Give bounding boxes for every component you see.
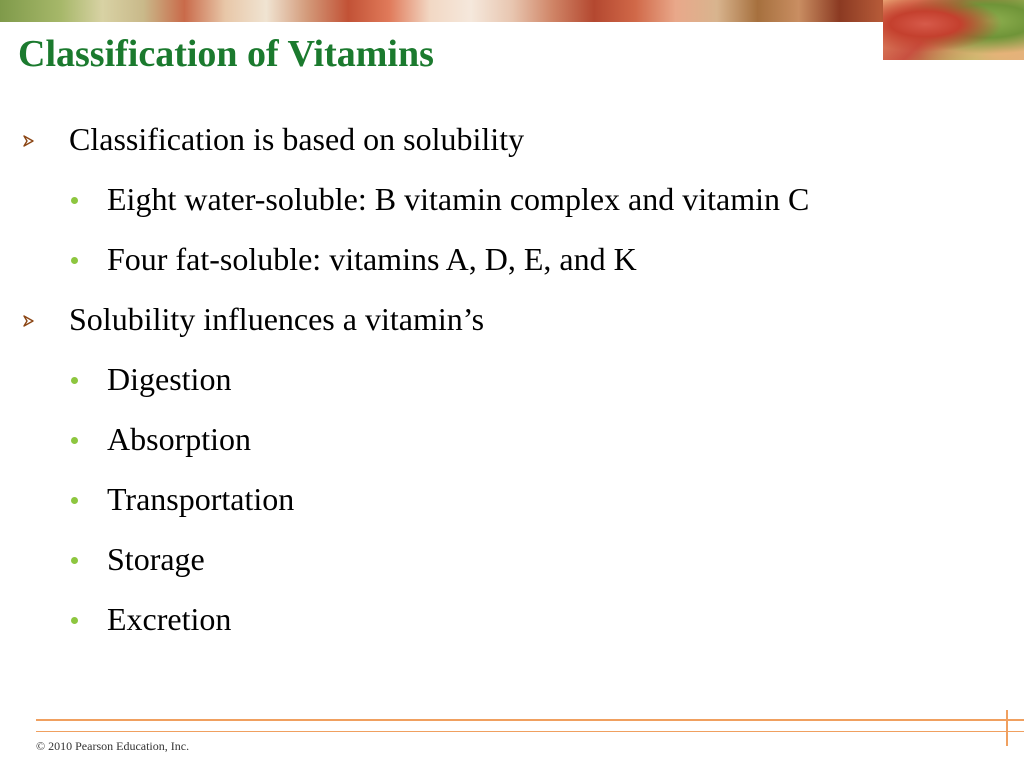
footer-divider — [36, 719, 1024, 721]
dot-bullet-icon — [71, 617, 78, 624]
bullet-level2: Digestion — [107, 361, 232, 397]
bullet-level2: Four fat-soluble: vitamins A, D, E, and K — [107, 241, 637, 277]
dot-bullet-icon — [71, 437, 78, 444]
copyright-text: © 2010 Pearson Education, Inc. — [36, 739, 190, 753]
bullet-level2: Eight water-soluble: B vitamin complex and vitamin C — [107, 181, 810, 217]
decorative-food-banner — [0, 0, 1024, 22]
bullet-level2: Transportation — [107, 481, 295, 517]
bullet-level1: Solubility influences a vitamin’s — [69, 301, 485, 337]
dot-bullet-icon — [71, 497, 78, 504]
dot-bullet-icon — [71, 197, 78, 204]
slide-title: Classification of Vitamins — [18, 33, 434, 75]
footer-tick — [1006, 710, 1008, 746]
bullet-level1: Classification is based on solubility — [69, 121, 525, 157]
arrow-bullet-icon — [22, 315, 34, 327]
dot-bullet-icon — [71, 257, 78, 264]
bullet-level2: Absorption — [107, 421, 251, 457]
bullet-level2: Excretion — [107, 601, 232, 637]
dot-bullet-icon — [71, 377, 78, 384]
decorative-food-image — [883, 0, 1024, 60]
dot-bullet-icon — [71, 557, 78, 564]
bullet-level2: Storage — [107, 541, 205, 577]
footer-divider — [36, 731, 1024, 732]
arrow-bullet-icon — [22, 135, 34, 147]
